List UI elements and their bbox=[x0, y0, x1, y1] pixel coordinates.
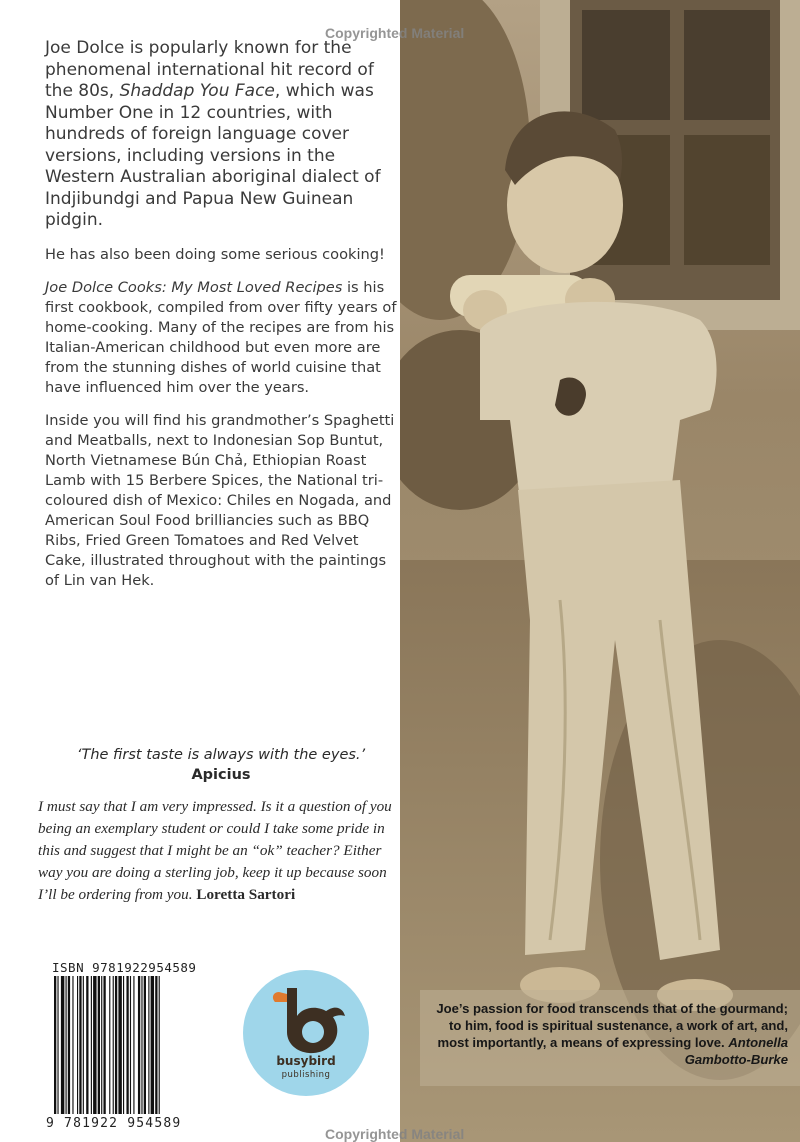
bird-icon bbox=[265, 982, 347, 1056]
childhood-photo bbox=[400, 0, 800, 1142]
watermark-top: Copyrighted Material bbox=[325, 25, 465, 41]
caption-author: Antonella Gambotto-Burke bbox=[684, 1035, 788, 1067]
isbn-digits: 9 781922 954589 bbox=[46, 1116, 182, 1131]
isbn-label: ISBN 9781922954589 bbox=[52, 960, 197, 975]
cookbook-paragraph: Joe Dolce Cooks: My Most Loved Recipes is his first cookbook, compiled from over fifty years of home-cooking. Many of the recipes are from his Italian-American childhood but even more are from the stunning dishes of world cuisine that have influenced him over the years. bbox=[45, 278, 397, 396]
epigraph bbox=[45, 746, 397, 786]
barcode-icon bbox=[52, 976, 198, 1118]
blurb-column bbox=[45, 38, 397, 604]
publisher-sub: publishing bbox=[281, 1070, 331, 1080]
cookbook-title: Joe Dolce Cooks: My Most Loved Recipes bbox=[45, 278, 343, 296]
song-title: Shaddap You Face bbox=[119, 81, 275, 101]
photo-caption bbox=[432, 1000, 788, 1068]
testimonial-text: I must say that I am very impressed. Is it a question of you being an exemplary student or could I take some pride in this and suggest that I might be an “ok” teacher? Either way you are doing a sterling job, keep it up because soon I’ll be ordering from you. bbox=[38, 798, 392, 903]
testimonial-author: Loretta Sartori bbox=[196, 886, 296, 903]
publisher-name: busybird bbox=[276, 1054, 336, 1068]
publisher-logo bbox=[243, 970, 369, 1096]
testimonial bbox=[38, 796, 398, 906]
intro-paragraph: Joe Dolce is popularly known for the phenomenal international hit record of the 80s, Shaddap You Face, which was Number One in 12 countries, with hundreds of foreign language cover versions, including versions in the Western Australian aboriginal dialect of Indjibundgi and Papua New Guinean pidgin. bbox=[45, 38, 381, 230]
caption-text: Joe’s passion for food transcends that of the gourmand; to him, food is spiritual sustenance, a work of art, and, most importantly, a means of expressing love. bbox=[436, 1001, 788, 1050]
cooking-line: He has also been doing some serious cooking! bbox=[45, 245, 385, 263]
epigraph-text: ‘The first taste is always with the eyes.’ bbox=[76, 747, 366, 763]
recipes-paragraph: Inside you will find his grandmother’s Spaghetti and Meatballs, next to Indonesian Sop Buntut, North Vietnamese Bún Chả, Ethiopian Roast Lamb with 15 Berbere Spices, the National tri-coloured dish of Mexico: Chiles en Nogada, and American Soul Food brilliancies such as BBQ Ribs, Fried Green Tomatoes and Red Velvet Cake, illustrated throughout with the paintings of Lin van Hek. bbox=[45, 411, 395, 589]
epigraph-author: Apicius bbox=[191, 767, 251, 783]
watermark-bottom: Copyrighted Material bbox=[325, 1126, 465, 1142]
